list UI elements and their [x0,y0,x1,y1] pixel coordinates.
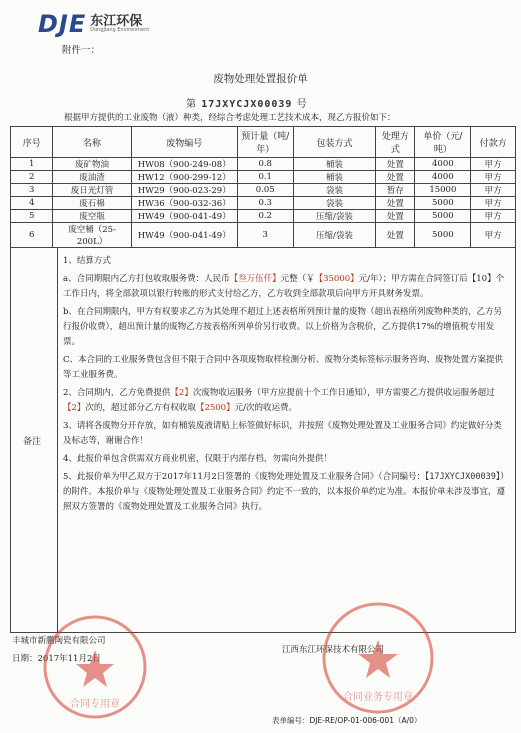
company-logo [38,10,149,38]
note-item: 2、合同期内，乙方免费提供【2】次废物收运服务（甲方应提前十个工作日通知），甲方需要乙方提供收运服务超过【2】次的，超过部分乙方有权收取【2500】元/次的收运费。 [63,388,495,413]
party-a-name: 丰城市新鹏陶瓷有限公司 [12,636,106,646]
table-cell: 处置 [376,197,415,210]
table-cell: 袋装 [293,197,376,210]
table-cell: 1 [11,158,53,171]
table-cell: 废空桶（25-200L） [53,223,131,248]
table-row [11,210,516,223]
svg-text:合同专用章: 合同专用章 [70,699,120,710]
notes-body [63,254,509,518]
table-cell: 5000 [415,210,471,223]
table-cell: HW29（900-023-29） [131,184,237,197]
col-header: 处理方式 [376,127,415,158]
table-row [11,158,516,171]
table-cell: HW12（900-299-12） [131,171,237,184]
page-title: 废物处理处置报价单 [213,73,308,85]
table-cell: 处置 [376,210,415,223]
table-cell: 0.3 [237,197,293,210]
table-cell: 0.05 [237,184,293,197]
table-cell: 甲方 [471,171,516,184]
table-cell: 甲方 [471,184,516,197]
form-number: 表单编号：DJE-RE/OP-01-006-001（A/0） [272,716,422,725]
table-cell: HW36（900-032-36） [131,197,237,210]
table-cell: 甲方 [471,210,516,223]
table-header-row [11,127,516,158]
table-cell: 废矿物油 [53,158,131,171]
note-item: 3、请将各废物分开存放，如有桶装废液请贴上标签做好标识，并按照《废物处理处置及工业服务合同》约定做好分类及标志等，谢谢合作！ [63,421,502,446]
table-cell: 2 [11,171,53,184]
table-cell: 5 [11,210,53,223]
table-cell: 15000 [415,184,471,197]
table-cell: 4 [11,197,53,210]
table-cell: 压缩/袋装 [293,210,376,223]
table-cell: 3 [11,184,53,197]
note-item: C、本合同的工业服务费包含但不限于合同中各项废物取样检测分析、废物分类标签标示服务咨询、废物处置方案提供等工业服务费。 [63,355,504,380]
table-cell: 0.2 [237,210,293,223]
table-cell: 6 [11,223,53,248]
table-row [11,197,516,210]
note-item: 5、此报价单为甲乙双方于2017年11月2日签署的《废物处理处置及工业服务合同》（合同编号：【17JXYCJX00039】）的附件。本报价单与《废物处理处置及工业服务合同》约定不一致的，以本报价单约定为准。本报价单未涉及事宜，遵照双方签署的《废物处理处置及工业服务合同》执行。 [63,472,509,512]
table-cell: 0.1 [237,171,293,184]
quotation-table [10,126,516,248]
note-item: 4、此报价单包含供需双方商业机密，仅限于内部存档，勿需向外提供！ [63,454,332,464]
table-cell: 处置 [376,158,415,171]
doc-no-prefix: 第 [186,99,197,110]
col-header: 预计量（吨/年） [237,127,293,158]
document-number [186,95,308,110]
signature-date: 日期：2017年11月2日 [12,654,101,664]
table-row [11,223,516,248]
logo-mark: DJE [38,10,87,38]
notes-section [10,248,516,633]
table-cell: 4000 [415,171,471,184]
attachment-label: 附件一： [62,45,101,56]
table-cell: 废油渣 [53,171,131,184]
col-header: 付款方 [471,127,516,158]
note-item: b、在合同期限内，甲方有权要求乙方为其处理不超过上述表格所列预计量的废物（超出表格所列废物种类的，乙方另行报价收费），超出预计量的废物乙方按表格所列单价另行收费。以上价格为含税价，乙方提供17%的增值税专用发票。 [63,307,502,347]
col-header: 序号 [11,127,53,158]
doc-no-code: 17JXYCJX00039 [201,99,293,110]
logo-en: Dongjiang Environment [90,27,150,33]
table-cell: 5000 [415,223,471,248]
party-b-name: 江西东江环保技术有限公司 [282,645,385,655]
intro-text: 根据甲方提供的工业废物（液）种类，经综合考虑处理工艺技术成本，现乙方报价如下： [64,113,396,123]
table-cell: 废空瓶 [53,210,131,223]
table-cell: 0.8 [237,158,293,171]
table-cell: 3 [237,223,293,248]
table-cell: 甲方 [471,223,516,248]
table-cell: HW08（900-249-08） [131,158,237,171]
table-cell: 废石棉 [53,197,131,210]
table-cell: 废日光灯管 [53,184,131,197]
col-header: 单价（元/吨） [415,127,471,158]
col-header: 包装方式 [293,127,376,158]
notes-label-cell [11,248,58,632]
col-header: 废物编号 [131,127,237,158]
doc-no-suffix: 号 [296,99,308,110]
notes-label: 备注 [23,437,42,447]
party-a-stamp-seal [40,612,150,722]
table-cell: 桶装 [293,158,376,171]
note-item: a、合同期限内乙方打包收取服务费：人民币【叁万伍仟】元整（￥【35000】元/年）；甲方需在合同签订后【10】个工作日内，将全部款项以银行转账的形式支付给乙方，乙方收到全部款项后向甲方开具财务发票。 [63,274,505,299]
table-cell: HW49（900-041-49） [131,210,237,223]
table-cell: HW49（900-041-49） [131,223,237,248]
table-cell: 甲方 [471,158,516,171]
table-cell: 压缩/袋装 [293,223,376,248]
table-cell: 桶装 [293,171,376,184]
table-cell: 4000 [415,158,471,171]
svg-text:合同业务专用章: 合同业务专用章 [343,692,413,703]
logo-cn: 东江环保 [90,14,143,29]
table-cell: 袋装 [293,184,376,197]
party-b-stamp-seal [318,598,438,718]
table-row [11,171,516,184]
table-cell: 处置 [376,171,415,184]
table-row [11,184,516,197]
table-cell: 甲方 [471,197,516,210]
table-cell: 5000 [415,197,471,210]
note-heading: 1、结算方式 [63,256,111,266]
table-cell: 处置 [376,223,415,248]
table-cell: 暂存 [376,184,415,197]
col-header: 名称 [53,127,131,158]
